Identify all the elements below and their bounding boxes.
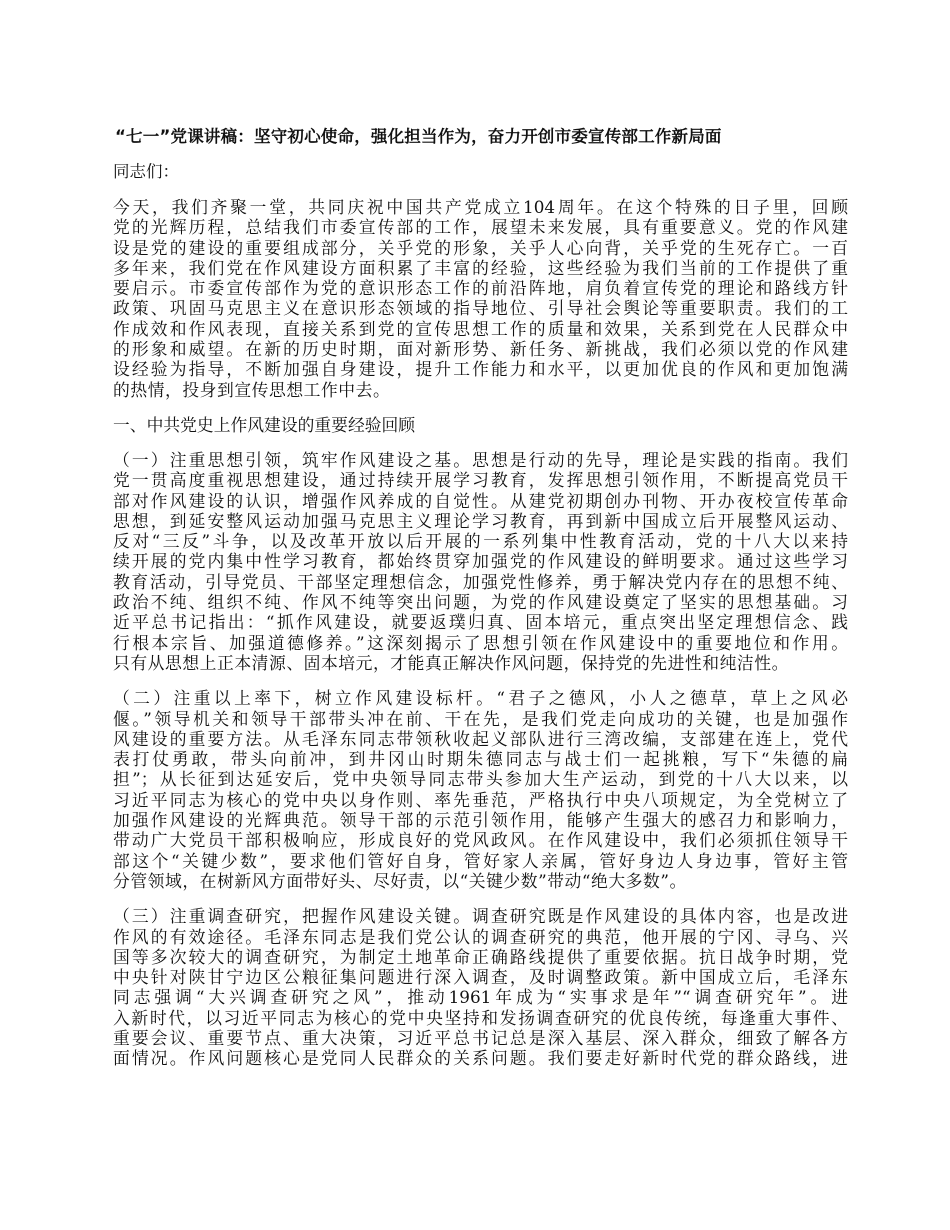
text-line: 近平总书记指出：“抓作风建设，就要返璞归真、固本培元，重点突出坚定理想信念、践 [113, 612, 848, 633]
text-line: 党一贯高度重视思想建设，通过持续开展学习教育，发挥思想引领作用，不断提高党员干 [113, 470, 848, 491]
intro-paragraph [113, 197, 848, 400]
text-line: （三）注重调查研究，把握作风建设关键。调查研究既是作风建设的具体内容，也是改进 [113, 906, 848, 927]
greeting: 同志们： [113, 162, 179, 181]
text-line: 同志强调“大兴调查研究之风”，推动1961年成为“实事求是年”“调查研究年”。进 [113, 987, 848, 1008]
document-page [113, 126, 848, 1084]
text-line: 入新时代，以习近平同志为核心的党中央坚持和发扬调查研究的优良传统，每逢重大事件、 [113, 1007, 848, 1028]
text-line: 面情况。作风问题核心是党同人民群众的关系问题。我们要走好新时代党的群众路线，进 [113, 1048, 848, 1069]
text-line: 教育活动，引导党员、干部坚定理想信念，加强党性修养，勇于解决党内存在的思想不纯、 [113, 571, 848, 592]
text-line: 中央针对陕甘宁边区公粮征集问题进行深入调查，及时调整政策。新中国成立后，毛泽东 [113, 967, 848, 988]
text-line: 行根本宗旨、加强道德修养。”这深刻揭示了思想引领在作风建设中的重要地位和作用。 [113, 632, 848, 653]
text-line: （二）注重以上率下，树立作风建设标杆。“君子之德风，小人之德草，草上之风必 [113, 688, 848, 709]
paragraph-investigation-research [113, 906, 848, 1068]
text-line: 今天，我们齐聚一堂，共同庆祝中国共产党成立104周年。在这个特殊的日子里，回顾 [113, 197, 848, 217]
text-line: 重要会议、重要节点、重大决策，习近平总书记总是深入基层、深入群众，细致了解各方 [113, 1027, 848, 1048]
text-line: 政治不纯、组织不纯、作风不纯等突出问题，为党的作风建设奠定了坚实的思想基础。习 [113, 592, 848, 613]
text-line: 加强作风建设的光辉典范。领导干部的示范引领作用，能够产生强大的感召力和影响力， [113, 810, 848, 831]
text-line: （一）注重思想引领，筑牢作风建设之基。思想是行动的先导，理论是实践的指南。我们 [113, 449, 848, 470]
text-line: 偃。”领导机关和领导干部带头冲在前、干在先，是我们党走向成功的关键，也是加强作 [113, 708, 848, 729]
text-line: 表打仗勇敢，带头向前冲，到井冈山时期朱德同志与战士们一起挑粮，写下“朱德的扁 [113, 749, 848, 770]
text-line: 续开展的党内集中性学习教育，都始终贯穿加强党的作风建设的鲜明要求。通过这些学习 [113, 551, 848, 572]
text-line: 多年来，我们党在作风建设方面积累了丰富的经验，这些经验为我们当前的工作提供了重 [113, 257, 848, 278]
text-line: 反对“三反”斗争，以及改革开放以后开展的一系列集中性教育活动，党的十八大以来持 [113, 531, 848, 552]
text-line: 设是党的建设的重要组成部分，关乎党的形象，关乎人心向背，关乎党的生死存亡。一百 [113, 237, 848, 258]
text-line: 的形象和威望。在新的历史时期，面对新形势、新任务、新挑战，我们必须以党的作风建 [113, 339, 848, 360]
text-line: 风建设的重要方法。从毛泽东同志带领秋收起义部队进行三湾改编，支部建在连上，党代 [113, 728, 848, 749]
paragraph-lead-by-example [113, 688, 848, 891]
text-line: 习近平同志为核心的党中央以身作则、率先垂范，严格执行中央八项规定，为全党树立了 [113, 789, 848, 810]
text-line: 思想，到延安整风运动加强马克思主义理论学习教育，再到新中国成立后开展整风运动、 [113, 510, 848, 531]
text-line: 带动广大党员干部积极响应，形成良好的党风政风。在作风建设中，我们必须抓住领导干 [113, 830, 848, 851]
text-line: 设经验为指导，不断加强自身建设，提升工作能力和水平，以更加优良的作风和更加饱满 [113, 359, 848, 380]
text-line: 国等多次较大的调查研究，为制定土地革命正确路线提供了重要依据。抗日战争时期，党 [113, 946, 848, 967]
text-line: 部对作风建设的认识，增强作风养成的自觉性。从建党初期创办刊物、开办夜校宣传革命 [113, 490, 848, 511]
text-line: 作风的有效途径。毛泽东同志是我们党公认的调查研究的典范，他开展的宁冈、寻乌、兴 [113, 926, 848, 947]
text-line: 担”；从长征到达延安后，党中央领导同志带头参加大生产运动，到党的十八大以来，以 [113, 769, 848, 790]
paragraph-thought-guidance [113, 450, 848, 673]
text-line: 的热情，投身到宣传思想工作中去。 [113, 379, 391, 400]
document-title: “七一”党课讲稿：坚守初心使命，强化担当作为，奋力开创市委宣传部工作新局面 [115, 127, 722, 146]
text-line: 作成效和作风表现，直接关系到党的宣传思想工作的质量和效果，关系到党在人民群众中 [113, 318, 848, 339]
text-line: 党的光辉历程，总结我们市委宣传部的工作，展望未来发展，具有重要意义。党的作风建 [113, 217, 848, 238]
section-heading: 一、中共党史上作风建设的重要经验回顾 [113, 414, 416, 435]
text-line: 分管领域，在树新风方面带好头、尽好责，以“关键少数”带动“绝大多数”。 [113, 870, 687, 891]
text-line: 政策、巩固马克思主义在意识形态领域的指导地位、引导社会舆论等重要职责。我们的工 [113, 298, 848, 319]
text-line: 要启示。市委宣传部作为党的意识形态工作的前沿阵地，肩负着宣传党的理论和路线方针 [113, 278, 848, 299]
text-line: 只有从思想上正本清源、固本培元，才能真正解决作风问题，保持党的先进性和纯洁性。 [113, 652, 789, 673]
text-line: 部这个“关键少数”，要求他们管好自身，管好家人亲属，管好身边人身边事，管好主管 [113, 850, 848, 871]
